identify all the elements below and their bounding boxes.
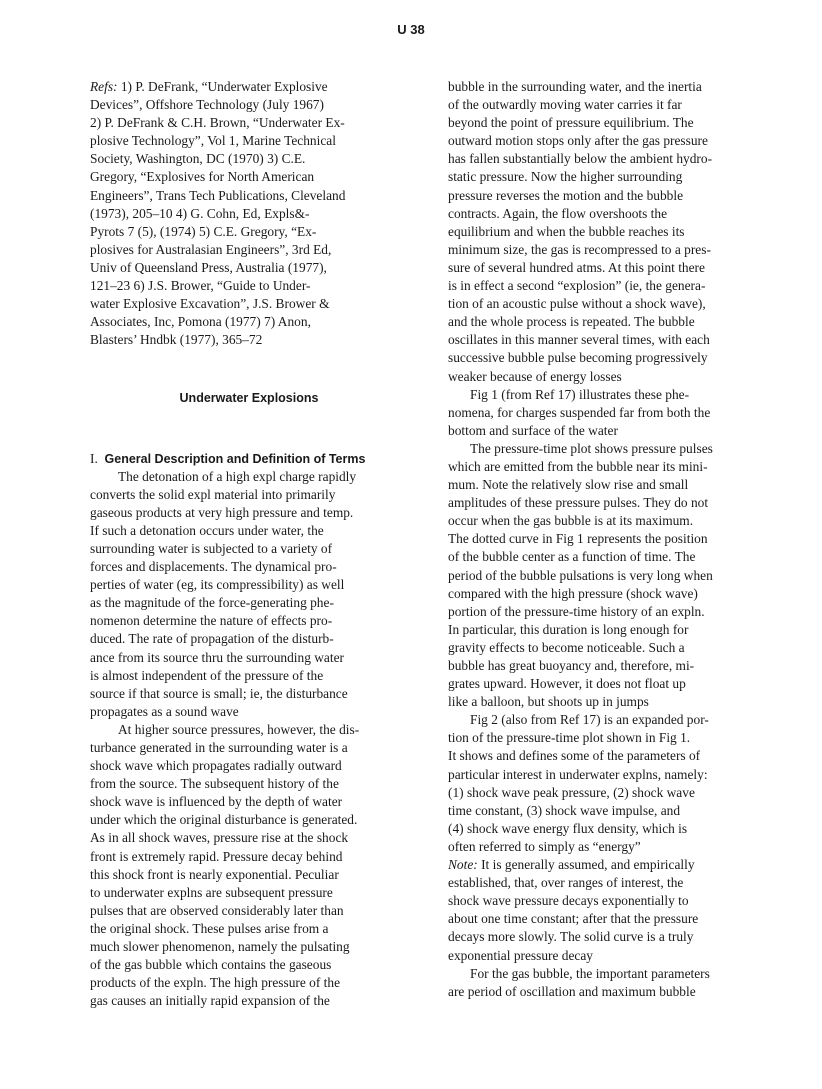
paragraph-line: successive bubble pulse becoming progressively <box>448 350 708 366</box>
reference-line: plosives for Australasian Engineers”, 3rd Ed, <box>90 241 332 257</box>
paragraph-line: Fig 1 (from Ref 17) illustrates these phe- <box>470 386 690 402</box>
paragraph-line: oscillates in this manner several times, with each <box>448 332 710 348</box>
reference-line: Engineers”, Trans Tech Publications, Cleveland <box>90 187 346 203</box>
refs-label: Refs: <box>90 79 118 94</box>
reference-line: water Explosive Excavation”, J.S. Brower & <box>90 296 330 312</box>
reference-line: Devices”, Offshore Technology (July 1967) <box>90 97 324 113</box>
paragraph-line: (4) shock wave energy flux density, which is <box>448 820 688 836</box>
paragraph-line: period of the bubble pulsations is very long when <box>448 567 713 583</box>
note-line: exponential pressure decay <box>448 947 594 963</box>
paragraph-fig-1 <box>448 386 766 440</box>
paragraph-line: as the magnitude of the force-generating phe- <box>90 595 334 611</box>
paragraph-line: mum. Note the relatively slow rise and small <box>448 477 689 493</box>
reference-line: 121–23 6) J.S. Brower, “Guide to Under- <box>90 278 311 294</box>
paragraph-line: amplitudes of these pressure pulses. They do not <box>448 495 709 511</box>
subsection-title: General Description and Definition of Terms <box>104 451 366 466</box>
paragraph-line: tion of an acoustic pulse without a shock wave), <box>448 296 706 312</box>
paragraph-line: of the outwardly moving water carries it far <box>448 97 682 113</box>
paragraph-line: The pressure-time plot shows pressure pulses <box>470 440 713 456</box>
paragraph-line: If such a detonation occurs under water, the <box>90 522 324 538</box>
paragraph-line: ance from its source thru the surrounding water <box>90 649 344 665</box>
paragraph-line: (1) shock wave peak pressure, (2) shock wave <box>448 784 695 800</box>
paragraph-line: duced. The rate of propagation of the disturb- <box>90 631 334 647</box>
paragraph-line: The dotted curve in Fig 1 represents the position <box>448 531 708 547</box>
paragraph-line: pulses that are observed considerably later than <box>90 902 344 918</box>
right-column <box>448 78 766 1001</box>
references-block <box>90 78 408 349</box>
paragraph-line: nomenon determine the nature of effects pro- <box>90 613 333 629</box>
paragraph-line: much slower phenomenon, namely the pulsating <box>90 939 350 955</box>
paragraph-line: propagates as a sound wave <box>90 703 239 719</box>
paragraph-line: minimum size, the gas is recompressed to a pres- <box>448 241 711 257</box>
paragraph-line: contracts. Again, the flow overshoots the <box>448 205 668 221</box>
reference-line: plosive Technology”, Vol 1, Marine Technical <box>90 133 336 149</box>
paragraph-line: pressure reverses the motion and the bubble <box>448 187 684 203</box>
paragraph-line: from the source. The subsequent history of the <box>90 776 339 792</box>
paragraph-line: At higher source pressures, however, the dis- <box>118 721 360 737</box>
paragraph-line: weaker because of energy losses <box>448 368 622 384</box>
paragraph-line: static pressure. Now the higher surrounding <box>448 169 683 185</box>
paragraph-line: The detonation of a high expl charge rapidly <box>118 468 357 484</box>
paragraph-line: is in effect a second “explosion” (ie, the genera- <box>448 278 706 294</box>
section-title: Underwater Explosions <box>179 391 319 406</box>
paragraph-line: For the gas bubble, the important parameters <box>470 965 710 981</box>
paragraph-line: front is extremely rapid. Pressure decay behind <box>90 848 343 864</box>
paragraph-line: sure of several hundred atms. At this point there <box>448 259 705 275</box>
paragraph-line: converts the solid expl material into primarily <box>90 486 336 502</box>
reference-line: Univ of Queensland Press, Australia (1977), <box>90 259 327 275</box>
paragraph-line: is almost independent of the pressure of the <box>90 667 324 683</box>
paragraph-line: under which the original disturbance is generated. <box>90 812 358 828</box>
reference-line: Associates, Inc, Pomona (1977) 7) Anon, <box>90 314 311 330</box>
paragraph-line: grates upward. However, it does not float up <box>448 676 686 692</box>
paragraph-line: Fig 2 (also from Ref 17) is an expanded por- <box>470 712 709 728</box>
paragraph-line: It shows and defines some of the parameters of <box>448 748 701 764</box>
paragraph-line: bubble in the surrounding water, and the inertia <box>448 79 702 94</box>
paragraph-line: nomena, for charges suspended far from both the <box>448 404 711 420</box>
paragraph-line: like a balloon, but shoots up in jumps <box>448 694 649 710</box>
note-line: It is generally assumed, and empirically <box>477 857 695 873</box>
paragraph-line: which are emitted from the bubble near its mini- <box>448 458 708 474</box>
reference-line: 2) P. DeFrank & C.H. Brown, “Underwater Ex- <box>90 115 345 131</box>
paragraph-pressure-time <box>448 440 766 711</box>
paragraph-line: As in all shock waves, pressure rise at the shock <box>90 830 349 846</box>
paragraph-line: portion of the pressure-time history of an expln. <box>448 603 705 619</box>
paragraph-line: compared with the high pressure (shock wave) <box>448 585 698 601</box>
paragraph-line: bubble has great buoyancy and, therefore, mi- <box>448 658 695 673</box>
paragraph-line: time constant, (3) shock wave impulse, and <box>448 802 681 818</box>
paragraph-line: of the gas bubble which contains the gaseous <box>90 957 332 973</box>
paragraph-line: occur when the gas bubble is at its maximum. <box>448 513 694 529</box>
paragraph-line: outward motion stops only after the gas pressure <box>448 133 708 149</box>
paragraph-line: shock wave which propagates radially outward <box>90 758 342 774</box>
paragraph-line: source if that source is small; ie, the disturbance <box>90 685 348 701</box>
paragraph-line: are period of oscillation and maximum bubble <box>448 983 696 999</box>
note-first-line <box>448 856 766 874</box>
paragraph-line: has fallen substantially below the ambient hydro- <box>448 151 713 167</box>
paragraph-line: often referred to simply as “energy” <box>448 838 641 854</box>
paragraph-line: beyond the point of pressure equilibrium. The <box>448 115 694 131</box>
paragraph-line: gaseous products at very high pressure and temp. <box>90 504 354 520</box>
paragraph-line: turbance generated in the surrounding water is a <box>90 740 348 755</box>
note-block <box>448 856 766 965</box>
paragraph-line: products of the expln. The high pressure of the <box>90 975 341 991</box>
references-first-line <box>90 78 408 96</box>
paragraph-line: of the bubble center as a function of time. The <box>448 549 696 565</box>
reference-line: Society, Washington, DC (1970) 3) C.E. <box>90 151 306 167</box>
paragraph-line: surrounding water is subjected to a variety of <box>90 540 333 556</box>
paragraph-bubble-oscillation <box>448 78 766 386</box>
paragraph-line: perties of water (eg, its compressibility) as well <box>90 577 345 593</box>
paragraph-detonation <box>90 468 408 721</box>
reference-line: Pyrots 7 (5), (1974) 5) C.E. Gregory, “Ex- <box>90 223 317 239</box>
paragraph-line: In particular, this duration is long enough for <box>448 621 689 637</box>
paragraph-line: particular interest in underwater explns, namely: <box>448 766 708 782</box>
paragraph-line: equilibrium and when the bubble reaches its <box>448 223 685 239</box>
paragraph-shock-wave <box>90 721 408 1011</box>
page-number: U 38 <box>397 22 425 37</box>
subsection-heading <box>90 450 408 468</box>
note-label: Note: <box>448 857 478 873</box>
note-line: shock wave pressure decays exponentially to <box>448 893 689 909</box>
paragraph-line: gas causes an initially rapid expansion of the <box>90 993 330 1009</box>
paragraph-line: this shock front is nearly exponential. Peculiar <box>90 866 339 882</box>
paragraph-line: the original shock. These pulses arise from a <box>90 920 329 936</box>
subsection-number: I. <box>90 450 98 466</box>
reference-line: (1973), 205–10 4) G. Cohn, Ed, Expls&- <box>90 205 310 221</box>
note-line: established, that, over ranges of interest, the <box>448 875 684 891</box>
note-line: decays more slowly. The solid curve is a truly <box>448 929 694 945</box>
paragraph-line: and the whole process is repeated. The bubble <box>448 314 695 330</box>
paragraph-fig-2 <box>448 711 766 856</box>
paragraph-line: tion of the pressure-time plot shown in Fig 1. <box>448 730 691 746</box>
paragraph-line: to underwater explns are subsequent pressure <box>90 884 333 900</box>
reference-line: Blasters’ Hndbk (1977), 365–72 <box>90 332 263 348</box>
reference-line: Gregory, “Explosives for North American <box>90 169 315 185</box>
note-line: about one time constant; after that the pressure <box>448 911 699 927</box>
paragraph-gas-bubble <box>448 965 766 1001</box>
paragraph-line: forces and displacements. The dynamical pro- <box>90 559 337 575</box>
reference-line: 1) P. DeFrank, “Underwater Explosive <box>117 79 328 94</box>
paragraph-line: bottom and surface of the water <box>448 422 618 438</box>
paragraph-line: gravity effects to become noticeable. Such a <box>448 639 685 655</box>
left-column <box>90 78 408 1010</box>
paragraph-line: shock wave is influenced by the depth of water <box>90 794 343 810</box>
